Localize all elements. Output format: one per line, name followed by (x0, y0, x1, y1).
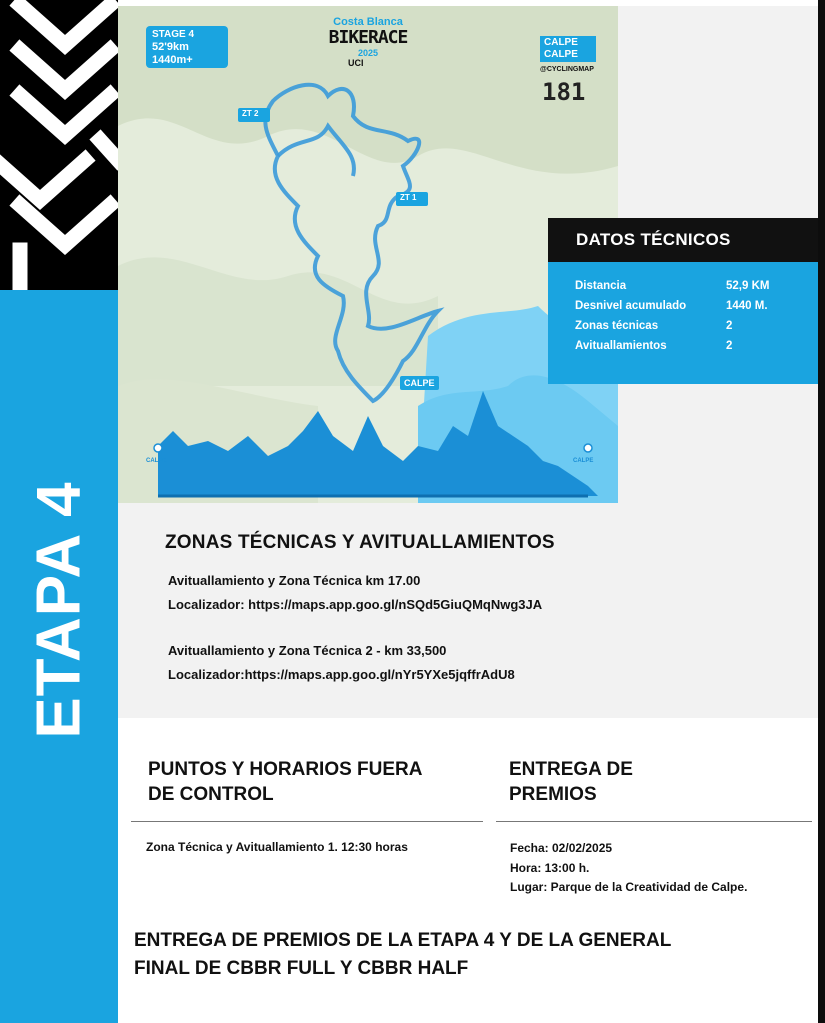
brand-logo-mark (0, 0, 118, 290)
zona-2-link[interactable]: Localizador:https://maps.app.goo.gl/nYr5YXe5jqffrAdU8 (168, 667, 515, 682)
datos-value: 2 (726, 340, 733, 352)
final-announcement (134, 927, 794, 983)
datos-row (575, 316, 825, 336)
datos-value: 2 (726, 320, 733, 332)
puntos-title (148, 757, 423, 807)
stage-number: STAGE 4 (152, 29, 195, 40)
datos-row (575, 336, 825, 356)
route-map (118, 6, 618, 503)
stage-distance: 52'9km (152, 41, 189, 53)
datos-label: Zonas técnicas (575, 320, 659, 332)
profile-end-label: CALPE (573, 458, 594, 464)
datos-tecnicos-title: DATOS TÉCNICOS (548, 218, 825, 262)
datos-tecnicos-body (548, 262, 825, 384)
datos-value: 1440 M. (726, 300, 768, 312)
stage-badge (146, 26, 228, 68)
puntos-title-line-1: PUNTOS Y HORARIOS FUERA (148, 759, 423, 780)
zona-1-link[interactable]: Localizador: https://maps.app.goo.gl/nSQd5GiuQMqNwg3JA (168, 597, 543, 612)
datos-label: Distancia (575, 280, 627, 292)
datos-tecnicos-panel (548, 218, 825, 384)
entrega-lugar: Lugar: Parque de la Creatividad de Calpe. (510, 880, 748, 894)
race-brand-logo (313, 16, 423, 58)
zt2-marker: ZT 2 (242, 109, 259, 118)
finish-label: CALPE (544, 49, 578, 60)
datos-row (575, 276, 825, 296)
datos-label: Avituallamientos (575, 340, 667, 352)
entrega-title (509, 757, 633, 807)
cycling-map-tag: @CYCLINGMAP (540, 66, 594, 73)
final-line-2: FINAL DE CBBR FULL Y CBBR HALF (134, 958, 469, 979)
uci-logo: UCI (348, 58, 364, 68)
zona-2-title: Avituallamiento y Zona Técnica 2 - km 33,500 (168, 643, 447, 658)
zt1-marker: ZT 1 (400, 193, 417, 202)
entrega-divider (496, 821, 812, 822)
final-line-1: ENTREGA DE PREMIOS DE LA ETAPA 4 Y DE LA GENERAL (134, 930, 672, 951)
brand-line-1: Costa Blanca (333, 16, 403, 28)
entrega-title-line-1: ENTREGA DE (509, 759, 633, 780)
puntos-divider (131, 821, 483, 822)
puntos-text: Zona Técnica y Avituallamiento 1. 12:30 horas (146, 840, 408, 854)
right-edge-bar (818, 0, 825, 1023)
entrega-fecha: Fecha: 02/02/2025 (510, 841, 613, 855)
datos-row (575, 296, 825, 316)
zonas-title: ZONAS TÉCNICAS Y AVITUALLAMIENTOS (165, 532, 555, 553)
start-finish-box (540, 36, 596, 62)
brand-line-2: BIKERACE (328, 27, 408, 48)
entrega-title-line-2: PREMIOS (509, 784, 597, 805)
start-label: CALPE (544, 37, 578, 48)
datos-value: 52,9 KM (726, 280, 770, 292)
datos-label: Desnivel acumulado (575, 300, 687, 312)
zona-1-title: Avituallamiento y Zona Técnica km 17.00 (168, 573, 421, 588)
race-number-logo: 181 (542, 78, 586, 106)
brand-year: 2025 (357, 48, 379, 58)
puntos-title-line-2: DE CONTROL (148, 784, 274, 805)
stage-elevation: 1440m+ (152, 54, 193, 66)
profile-start-label: CALPE (146, 458, 167, 464)
etapa-vertical-title: ETAPA 4 (24, 481, 94, 739)
calpe-route-marker: CALPE (400, 376, 439, 390)
entrega-hora: Hora: 13:00 h. (510, 861, 590, 875)
chevron-logo-icon (0, 0, 118, 290)
